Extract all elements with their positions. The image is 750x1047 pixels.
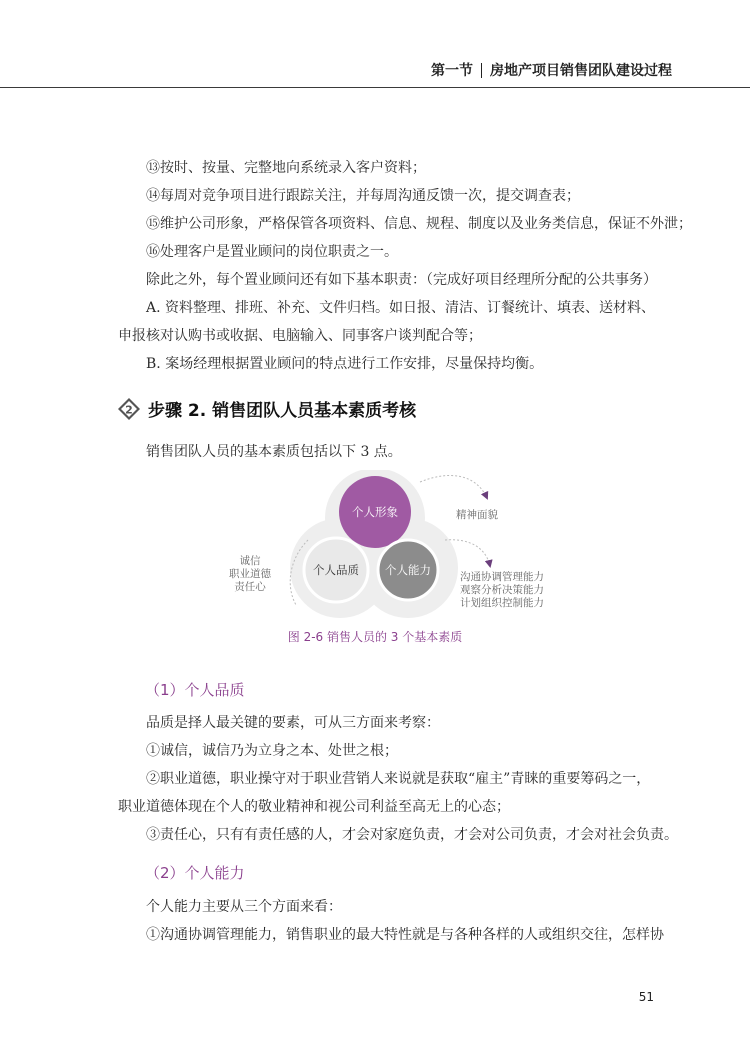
circle-right-label: 个人能力 <box>385 563 431 577</box>
step-number-icon <box>118 398 140 420</box>
running-header <box>431 60 672 80</box>
circle-top-label: 个人形象 <box>352 505 398 519</box>
paragraph: A. 资料整理、排班、补充、文件归档。如日报、清洁、订餐统计、填表、送材料、 <box>146 300 656 316</box>
label-top-right: 精神面貌 <box>456 509 498 521</box>
subheading-personal-ability: （2）个人能力 <box>145 864 245 882</box>
intro-block <box>118 438 664 466</box>
step-number: 2 <box>125 403 133 416</box>
paragraph: ⑯处理客户是置业顾问的岗位职责之一。 <box>146 244 398 260</box>
label-right-2: 观察分析决策能力 <box>460 584 544 596</box>
paragraph: B. 案场经理根据置业顾问的特点进行工作安排，尽量保持均衡。 <box>146 356 544 372</box>
arc-arrow <box>420 475 487 498</box>
paragraph: 除此之外，每个置业顾问还有如下基本职责：（完成好项目经理所分配的公共事务） <box>146 272 657 288</box>
header-separator <box>481 63 482 78</box>
paragraph: 品质是择人最关键的要素，可从三方面来考察： <box>146 715 440 731</box>
paragraph: 个人能力主要从三个方面来看： <box>146 899 342 915</box>
label-right-3: 计划组织控制能力 <box>460 597 544 609</box>
paragraph: ⑬按时、按量、完整地向系统录入客户资料； <box>146 160 426 176</box>
header-section: 第一节 <box>431 63 473 79</box>
circle-left-label: 个人品质 <box>313 563 359 577</box>
label-left-2: 职业道德 <box>229 568 271 580</box>
qualities-diagram <box>0 470 750 620</box>
label-left-1: 诚信 <box>239 555 261 567</box>
label-right-1: 沟通协调管理能力 <box>460 571 544 583</box>
paragraph: ⑭每周对竞争项目进行跟踪关注，并每周沟通反馈一次，提交调查表； <box>146 188 580 204</box>
page-number: 51 <box>638 990 654 1004</box>
figure-caption: 图 2-6 销售人员的 3 个基本素质 <box>287 630 463 644</box>
intro-text: 销售团队人员的基本素质包括以下 3 点。 <box>146 444 402 460</box>
duties-block <box>118 154 692 378</box>
paragraph: ①诚信，诚信乃为立身之本、处世之根； <box>146 743 398 759</box>
paragraph: 职业道德体现在个人的敬业精神和视公司利益至高无上的心态； <box>118 799 510 815</box>
quality-block <box>118 709 678 849</box>
paragraph: ③责任心，只有有责任感的人，才会对家庭负责，才会对公司负责，才会对社会负责。 <box>146 827 678 843</box>
paragraph: 申报核对认购书或收据、电脑输入、同事客户谈判配合等； <box>118 328 482 344</box>
ability-block <box>118 893 664 949</box>
paragraph: ②职业道德，职业操守对于职业营销人来说就是获取“雇主”青睐的重要筹码之一， <box>146 771 651 787</box>
subheading-personal-quality: （1）个人品质 <box>145 681 245 699</box>
step-heading <box>118 396 416 421</box>
label-left-3: 责任心 <box>234 581 266 593</box>
paragraph: ①沟通协调管理能力，销售职业的最大特性就是与各种各样的人或组织交往，怎样协 <box>146 927 664 943</box>
step-title: 步骤 2. 销售团队人员基本素质考核 <box>148 401 417 421</box>
header-title: 房地产项目销售团队建设过程 <box>490 63 672 79</box>
paragraph: ⑮维护公司形象，严格保管各项资料、信息、规程、制度以及业务类信息，保证不外泄； <box>146 216 692 232</box>
header-rule <box>0 87 750 88</box>
